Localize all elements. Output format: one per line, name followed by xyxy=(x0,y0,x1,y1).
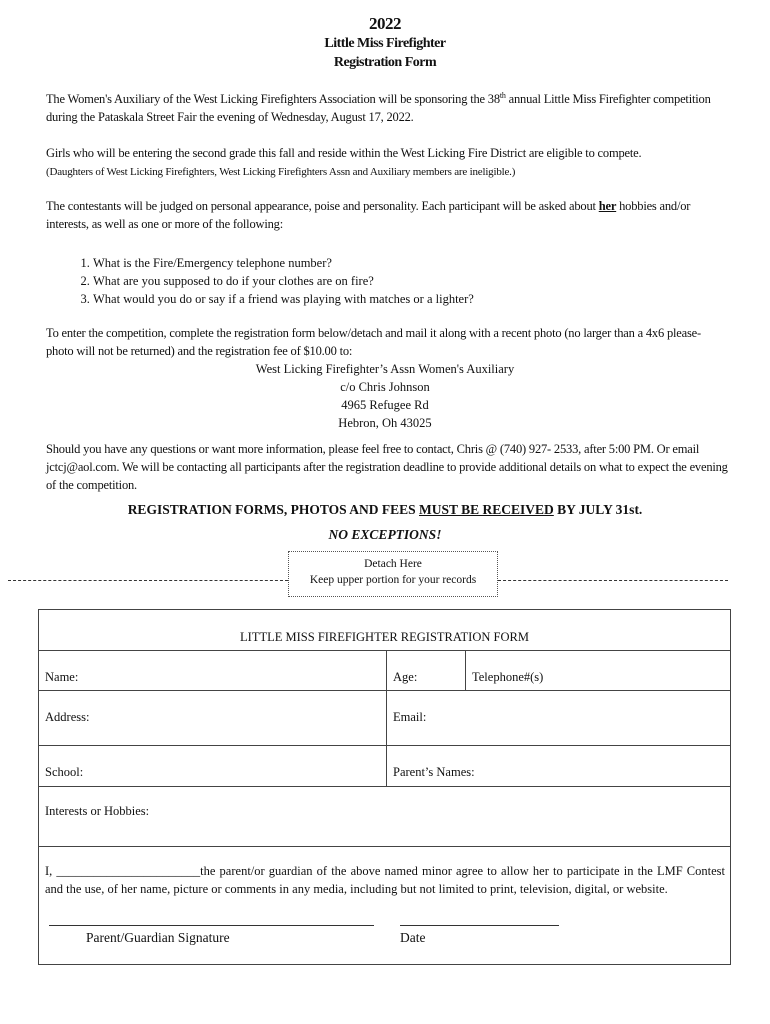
address-line: Hebron, Oh 43025 xyxy=(338,416,432,430)
intro-text-2: annual Little Miss Firefighter competition during the Pataskala Street Fair the evening of Wednesday, August 17, 2022. xyxy=(46,92,711,124)
address-field-label: Address: xyxy=(45,710,90,724)
page-subtitle: Registration Form xyxy=(333,55,437,70)
question-item: 2. What are you supposed to do if your clothes are on fire? xyxy=(93,272,474,290)
judging-emphasis: her xyxy=(598,199,617,213)
registration-form xyxy=(38,609,731,965)
deadline-emphasis: MUST BE RECEIVED xyxy=(419,502,554,517)
judging-text-2: hobbies and/or interests, as well as one or more of the following: xyxy=(46,199,691,231)
deadline-notice xyxy=(0,502,770,518)
eligibility-text: Girls who will be entering the second grade this fall and reside within the West Licking Fire District are eligible to compete. xyxy=(46,146,642,160)
form-divider xyxy=(39,650,730,651)
question-item: 1. What is the Fire/Emergency telephone number? xyxy=(93,254,474,272)
entry-instructions: To enter the competition, complete the registration form below/detach and mail it along with a recent photo (no larger than a 4x6 please- photo will not be returned) and the registration fee of $10.00 to: xyxy=(46,326,701,358)
form-column-divider xyxy=(386,650,387,786)
parents-names-field-label: Parent’s Names: xyxy=(393,765,475,779)
detach-dashed-line-right xyxy=(498,580,728,581)
page-title: Little Miss Firefighter xyxy=(324,36,446,51)
form-title: LITTLE MISS FIREFIGHTER REGISTRATION FORM xyxy=(240,630,529,644)
telephone-field-label: Telephone#(s) xyxy=(472,670,544,684)
address-line: West Licking Firefighter’s Assn Women's Auxiliary xyxy=(255,362,515,376)
question-item: 3. What would you do or say if a friend was playing with matches or a lighter? xyxy=(93,290,474,308)
age-field-label: Age: xyxy=(393,670,418,684)
no-exceptions-notice: NO EXCEPTIONS! xyxy=(328,527,442,542)
address-line: c/o Chris Johnson xyxy=(340,380,430,394)
judging-text-1: The contestants will be judged on personal appearance, poise and personality. Each participant will be asked about xyxy=(46,199,599,213)
intro-superscript: th xyxy=(499,90,506,100)
school-field-label: School: xyxy=(45,765,84,779)
signature-line xyxy=(49,925,374,926)
interests-field-label: Interests or Hobbies: xyxy=(45,804,150,818)
contact-paragraph: Should you have any questions or want more information, please feel free to contact, Chris @ (740) 927- 2533, after 5:00 PM. Or email jctcj@aol.com. We will be contacting all participants after the registration deadline to provide additional details on what to expect the evening of the competition. xyxy=(46,442,728,492)
question-list xyxy=(75,254,474,308)
form-divider xyxy=(39,846,730,847)
intro-paragraph xyxy=(46,90,731,126)
form-divider xyxy=(39,745,730,746)
detach-box xyxy=(288,551,498,597)
form-divider xyxy=(39,786,730,787)
address-line: 4965 Refugee Rd xyxy=(341,398,429,412)
intro-text-1: The Women's Auxiliary of the West Licking Firefighters Association will be sponsoring the 38 xyxy=(46,92,500,106)
signature-label: Parent/Guardian Signature xyxy=(86,930,230,945)
form-divider xyxy=(39,690,730,691)
detach-dashed-line-left xyxy=(8,580,288,581)
name-field-label: Name: xyxy=(45,670,79,684)
page-year: 2022 xyxy=(369,14,401,33)
deadline-text-1: REGISTRATION FORMS, PHOTOS AND FEES xyxy=(127,502,419,517)
consent-statement: I, _______________________the parent/or guardian of the above named minor agree to allow her to participate in the LMF Contest and the use, of her name, picture or comments in any media, including but not limited to print, television, digital, or website. xyxy=(45,864,725,896)
eligibility-note: (Daughters of West Licking Firefighters, West Licking Firefighters Assn and Auxiliary members are ineligible.) xyxy=(46,166,516,178)
judging-paragraph xyxy=(46,197,731,233)
email-field-label: Email: xyxy=(393,710,427,724)
form-column-divider xyxy=(465,650,466,690)
detach-sublabel: Keep upper portion for your records xyxy=(309,574,477,586)
date-line xyxy=(400,925,559,926)
date-label: Date xyxy=(400,930,426,945)
detach-label: Detach Here xyxy=(364,558,422,570)
deadline-text-2: BY JULY 31st. xyxy=(553,502,643,517)
